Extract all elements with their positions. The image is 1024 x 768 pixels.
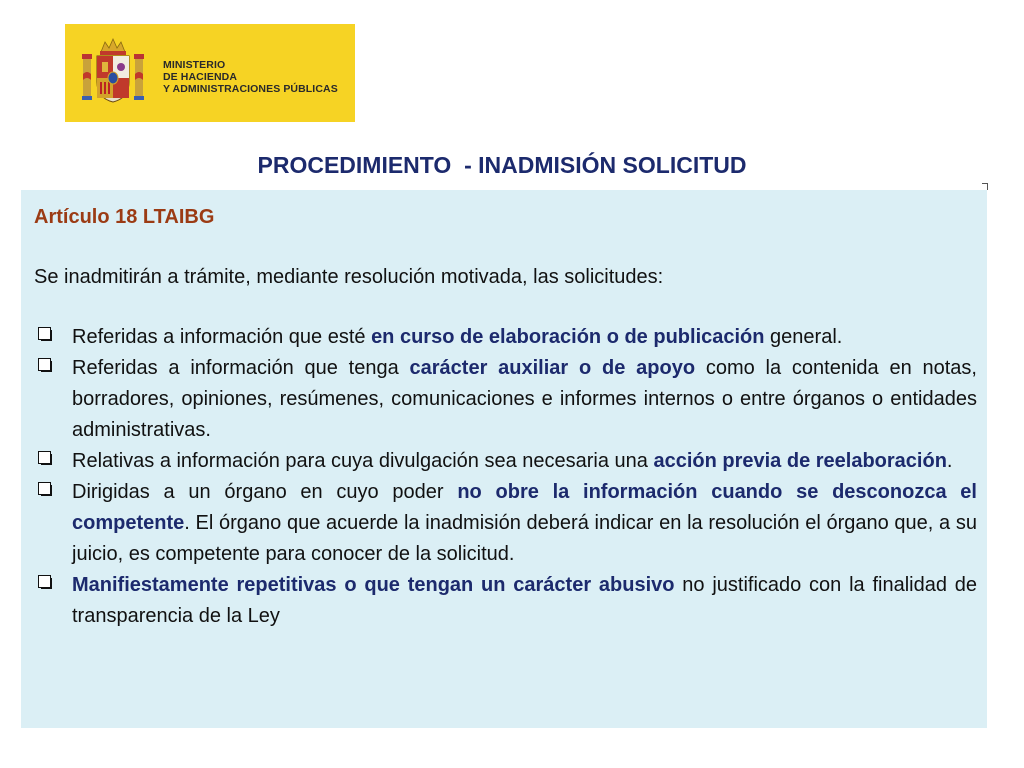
list-item-text: Relativas a información para cuya divulgación sea necesaria una acción previa de reelaboración. — [72, 450, 953, 472]
list-item-text: Referidas a información que esté en curso de elaboración o de publicación general. — [72, 326, 843, 348]
slide-title: PROCEDIMIENTO - INADMISIÓN SOLICITUD — [257, 152, 747, 178]
checkbox-bullet-icon — [38, 482, 51, 495]
list-item — [34, 353, 977, 446]
ministry-line-3: Y ADMINISTRACIONES PÚBLICAS — [163, 83, 338, 95]
list-item — [34, 446, 977, 477]
list-item — [34, 477, 977, 570]
article-intro: Se inadmitirán a trámite, mediante resolución motivada, las solicitudes: — [34, 266, 664, 288]
article-heading: Artículo 18 LTAIBG — [34, 206, 215, 228]
checkbox-bullet-icon — [38, 575, 51, 588]
ministry-name — [163, 59, 338, 95]
corner-mark — [982, 183, 988, 190]
ministry-logo — [65, 24, 355, 122]
inadmission-list — [34, 322, 977, 632]
list-item — [34, 570, 977, 632]
list-item-text: Dirigidas a un órgano en cuyo poder no obre la información cuando se desconozca el competente. El órgano que acuerde la inadmisión deberá indicar en la resolución el órgano que, a su juicio, es competente para conocer de la solicitud. — [72, 481, 977, 565]
ministry-line-2: DE HACIENDA — [163, 71, 238, 83]
checkbox-bullet-icon — [38, 451, 51, 464]
list-item-text: Manifiestamente repetitivas o que tengan un carácter abusivo no justificado con la finalidad de transparencia de la Ley — [72, 574, 977, 627]
coat-of-arms-icon — [81, 36, 145, 108]
ministry-line-1: MINISTERIO — [163, 59, 226, 71]
list-item — [34, 322, 977, 353]
article-panel — [21, 190, 987, 728]
list-item-text: Referidas a información que tenga carácter auxiliar o de apoyo como la contenida en notas, borradores, opiniones, resúmenes, comunicaciones e informes internos o entre órganos o entidades administrativas. — [72, 357, 977, 441]
checkbox-bullet-icon — [38, 327, 51, 340]
checkbox-bullet-icon — [38, 358, 51, 371]
